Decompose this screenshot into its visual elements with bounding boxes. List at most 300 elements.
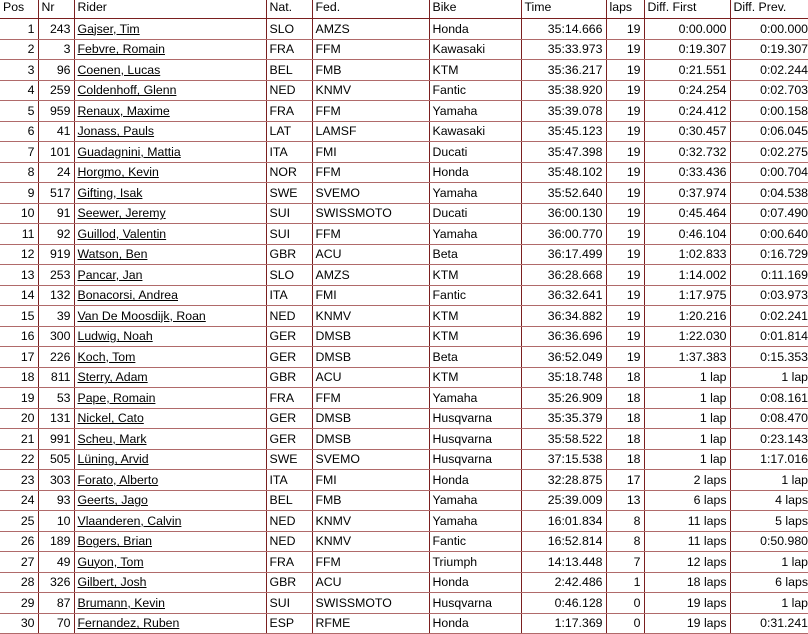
cell-time: 35:45.123 (521, 121, 606, 142)
cell-nr: 3 (38, 39, 74, 60)
cell-time: 36:28.668 (521, 265, 606, 286)
cell-laps: 19 (606, 244, 644, 265)
col-header-laps: laps (606, 0, 644, 19)
cell-nat: GER (266, 408, 312, 429)
cell-rider (74, 511, 266, 532)
cell-nr: 131 (38, 408, 74, 429)
table-row (0, 224, 808, 245)
rider-link[interactable]: Vlaanderen, Calvin (77, 513, 182, 528)
cell-diff-first: 1:17.975 (644, 285, 730, 306)
cell-time: 2:42.486 (521, 572, 606, 593)
table-row (0, 183, 808, 204)
cell-nr: 189 (38, 531, 74, 552)
col-header-time: Time (521, 0, 606, 19)
rider-link[interactable]: Renaux, Maxime (77, 103, 170, 118)
cell-pos: 8 (0, 162, 38, 183)
cell-pos: 18 (0, 367, 38, 388)
rider-link[interactable]: Gifting, Isak (77, 185, 143, 200)
cell-time: 36:00.770 (521, 224, 606, 245)
cell-rider (74, 39, 266, 60)
cell-laps: 19 (606, 121, 644, 142)
cell-bike: Husqvarna (429, 449, 521, 470)
cell-diff-first: 0:30.457 (644, 121, 730, 142)
cell-pos: 12 (0, 244, 38, 265)
cell-nr: 517 (38, 183, 74, 204)
cell-laps: 7 (606, 552, 644, 573)
cell-laps: 13 (606, 490, 644, 511)
cell-pos: 27 (0, 552, 38, 573)
cell-time: 35:38.920 (521, 80, 606, 101)
cell-pos: 9 (0, 183, 38, 204)
cell-nr: 41 (38, 121, 74, 142)
cell-diff-prev: 6 laps (730, 572, 808, 593)
cell-time: 32:28.875 (521, 470, 606, 491)
cell-diff-prev: 0:08.161 (730, 388, 808, 409)
cell-fed: DMSB (312, 429, 429, 450)
cell-bike: Ducati (429, 203, 521, 224)
table-row (0, 244, 808, 265)
rider-link[interactable]: Guadagnini, Mattia (77, 144, 181, 159)
cell-rider (74, 162, 266, 183)
cell-laps: 19 (606, 142, 644, 163)
cell-laps: 19 (606, 285, 644, 306)
col-header-pos: Pos (0, 0, 38, 19)
cell-diff-first: 12 laps (644, 552, 730, 573)
cell-diff-prev: 0:02.703 (730, 80, 808, 101)
rider-link[interactable]: Seewer, Jeremy (77, 206, 166, 221)
cell-nat: SLO (266, 265, 312, 286)
rider-link[interactable]: Guillod, Valentin (77, 226, 167, 241)
table-row (0, 265, 808, 286)
cell-time: 35:36.217 (521, 60, 606, 81)
cell-diff-prev: 0:02.241 (730, 306, 808, 327)
cell-time: 35:39.078 (521, 101, 606, 122)
cell-bike: Honda (429, 572, 521, 593)
cell-nat: NED (266, 306, 312, 327)
cell-time: 35:58.522 (521, 429, 606, 450)
rider-link[interactable]: Fernandez, Ruben (77, 616, 180, 631)
cell-rider (74, 531, 266, 552)
cell-diff-first: 0:24.412 (644, 101, 730, 122)
table-row (0, 531, 808, 552)
cell-pos: 19 (0, 388, 38, 409)
cell-time: 37:15.538 (521, 449, 606, 470)
cell-diff-first: 1 lap (644, 449, 730, 470)
cell-rider (74, 490, 266, 511)
table-row (0, 101, 808, 122)
rider-link[interactable]: Coenen, Lucas (77, 62, 161, 77)
cell-nat: GER (266, 326, 312, 347)
cell-diff-prev: 0:19.307 (730, 39, 808, 60)
cell-bike: Yamaha (429, 224, 521, 245)
cell-nat: BEL (266, 490, 312, 511)
cell-diff-first: 0:24.254 (644, 80, 730, 101)
cell-nr: 91 (38, 203, 74, 224)
cell-pos: 11 (0, 224, 38, 245)
cell-time: 35:48.102 (521, 162, 606, 183)
cell-laps: 19 (606, 60, 644, 81)
table-row (0, 285, 808, 306)
cell-time: 35:52.640 (521, 183, 606, 204)
cell-nat: GER (266, 429, 312, 450)
cell-laps: 19 (606, 224, 644, 245)
cell-diff-prev: 0:01.814 (730, 326, 808, 347)
cell-pos: 4 (0, 80, 38, 101)
cell-laps: 18 (606, 429, 644, 450)
cell-fed: SVEMO (312, 449, 429, 470)
rider-link[interactable]: Koch, Tom (77, 349, 136, 364)
cell-diff-first: 0:46.104 (644, 224, 730, 245)
col-header-diff-prev: Diff. Prev. (730, 0, 808, 19)
cell-rider (74, 449, 266, 470)
cell-laps: 19 (606, 203, 644, 224)
cell-diff-first: 0:00.000 (644, 19, 730, 40)
cell-nr: 300 (38, 326, 74, 347)
cell-pos: 14 (0, 285, 38, 306)
cell-nat: FRA (266, 39, 312, 60)
rider-link[interactable]: Jonass, Pauls (77, 124, 155, 139)
cell-diff-prev: 0:03.973 (730, 285, 808, 306)
cell-time: 35:35.379 (521, 408, 606, 429)
cell-fed: FFM (312, 388, 429, 409)
table-row (0, 347, 808, 368)
cell-bike: Yamaha (429, 490, 521, 511)
cell-pos: 6 (0, 121, 38, 142)
cell-pos: 1 (0, 19, 38, 40)
rider-link[interactable]: Scheu, Mark (77, 431, 147, 446)
rider-link[interactable]: Gajser, Tim (77, 21, 140, 36)
cell-bike: KTM (429, 367, 521, 388)
cell-nat: ITA (266, 470, 312, 491)
cell-laps: 0 (606, 613, 644, 634)
cell-fed: DMSB (312, 408, 429, 429)
cell-fed: ACU (312, 367, 429, 388)
cell-diff-first: 19 laps (644, 593, 730, 614)
cell-time: 1:17.369 (521, 613, 606, 634)
cell-nat: GBR (266, 367, 312, 388)
table-row (0, 490, 808, 511)
rider-link[interactable]: Geerts, Jago (77, 493, 148, 508)
cell-diff-prev: 5 laps (730, 511, 808, 532)
cell-pos: 23 (0, 470, 38, 491)
cell-rider (74, 183, 266, 204)
cell-bike: Honda (429, 19, 521, 40)
cell-nat: NED (266, 531, 312, 552)
cell-fed: KNMV (312, 531, 429, 552)
rider-link[interactable]: Coldenhoff, Glenn (77, 83, 177, 98)
cell-diff-first: 1:20.216 (644, 306, 730, 327)
cell-nat: GBR (266, 244, 312, 265)
cell-rider (74, 19, 266, 40)
cell-time: 36:36.696 (521, 326, 606, 347)
cell-pos: 25 (0, 511, 38, 532)
table-row (0, 19, 808, 40)
cell-bike: Yamaha (429, 388, 521, 409)
cell-nr: 505 (38, 449, 74, 470)
cell-bike: Honda (429, 613, 521, 634)
cell-laps: 18 (606, 408, 644, 429)
cell-time: 16:01.834 (521, 511, 606, 532)
cell-diff-first: 1:14.002 (644, 265, 730, 286)
cell-time: 14:13.448 (521, 552, 606, 573)
results-body (0, 19, 808, 634)
rider-link[interactable]: Brumann, Kevin (77, 595, 165, 610)
cell-nr: 811 (38, 367, 74, 388)
table-row (0, 429, 808, 450)
cell-pos: 16 (0, 326, 38, 347)
cell-diff-prev: 0:02.275 (730, 142, 808, 163)
cell-rider (74, 429, 266, 450)
cell-nr: 93 (38, 490, 74, 511)
cell-rider (74, 388, 266, 409)
cell-laps: 18 (606, 449, 644, 470)
cell-pos: 2 (0, 39, 38, 60)
cell-fed: KNMV (312, 306, 429, 327)
cell-diff-prev: 1 lap (730, 367, 808, 388)
cell-pos: 28 (0, 572, 38, 593)
cell-diff-prev: 0:00.640 (730, 224, 808, 245)
cell-diff-first: 11 laps (644, 511, 730, 532)
cell-nr: 243 (38, 19, 74, 40)
col-header-diff-first: Diff. First (644, 0, 730, 19)
rider-link[interactable]: Guyon, Tom (77, 554, 144, 569)
rider-link[interactable]: Ludwig, Noah (77, 329, 153, 344)
cell-pos: 7 (0, 142, 38, 163)
cell-bike: Fantic (429, 285, 521, 306)
rider-link[interactable]: Sterry, Adam (77, 370, 148, 385)
rider-link[interactable]: Van De Moosdijk, Roan (77, 308, 206, 323)
table-row (0, 39, 808, 60)
col-header-nat: Nat. (266, 0, 312, 19)
cell-diff-first: 11 laps (644, 531, 730, 552)
cell-time: 36:32.641 (521, 285, 606, 306)
cell-nr: 53 (38, 388, 74, 409)
cell-time: 35:47.398 (521, 142, 606, 163)
cell-laps: 18 (606, 367, 644, 388)
cell-bike: Husqvarna (429, 593, 521, 614)
cell-pos: 22 (0, 449, 38, 470)
rider-link[interactable]: Watson, Ben (77, 247, 148, 262)
cell-laps: 8 (606, 511, 644, 532)
cell-fed: SWISSMOTO (312, 593, 429, 614)
cell-time: 0:46.128 (521, 593, 606, 614)
cell-nat: ESP (266, 613, 312, 634)
cell-fed: DMSB (312, 347, 429, 368)
cell-diff-prev: 0:11.169 (730, 265, 808, 286)
cell-diff-first: 0:37.974 (644, 183, 730, 204)
cell-nr: 70 (38, 613, 74, 634)
col-header-rider: Rider (74, 0, 266, 19)
cell-laps: 0 (606, 593, 644, 614)
cell-fed: KNMV (312, 511, 429, 532)
table-row (0, 121, 808, 142)
cell-nr: 96 (38, 60, 74, 81)
rider-link[interactable]: Bonacorsi, Andrea (77, 288, 178, 303)
col-header-bike: Bike (429, 0, 521, 19)
cell-rider (74, 224, 266, 245)
table-row (0, 60, 808, 81)
cell-diff-prev: 0:31.241 (730, 613, 808, 634)
cell-pos: 20 (0, 408, 38, 429)
rider-link[interactable]: Pape, Romain (77, 390, 156, 405)
cell-fed: FFM (312, 224, 429, 245)
cell-nr: 959 (38, 101, 74, 122)
table-row (0, 203, 808, 224)
rider-link[interactable]: Horgmo, Kevin (77, 165, 159, 180)
cell-nr: 10 (38, 511, 74, 532)
cell-rider (74, 203, 266, 224)
cell-fed: FMI (312, 285, 429, 306)
cell-laps: 19 (606, 162, 644, 183)
rider-link[interactable]: Febvre, Romain (77, 42, 165, 57)
cell-nat: NED (266, 511, 312, 532)
cell-time: 35:14.666 (521, 19, 606, 40)
cell-rider (74, 285, 266, 306)
cell-rider (74, 572, 266, 593)
cell-fed: FFM (312, 101, 429, 122)
cell-nr: 132 (38, 285, 74, 306)
cell-bike: Beta (429, 347, 521, 368)
cell-nr: 326 (38, 572, 74, 593)
cell-nat: SUI (266, 593, 312, 614)
cell-rider (74, 367, 266, 388)
cell-fed: FMB (312, 60, 429, 81)
cell-diff-prev: 0:15.353 (730, 347, 808, 368)
rider-link[interactable]: Bogers, Brian (77, 534, 153, 549)
cell-nat: BEL (266, 60, 312, 81)
cell-laps: 19 (606, 265, 644, 286)
cell-time: 25:39.009 (521, 490, 606, 511)
cell-diff-first: 0:19.307 (644, 39, 730, 60)
cell-bike: Husqvarna (429, 429, 521, 450)
cell-pos: 29 (0, 593, 38, 614)
cell-fed: SVEMO (312, 183, 429, 204)
rider-link[interactable]: Nickel, Cato (77, 411, 144, 426)
cell-rider (74, 347, 266, 368)
cell-bike: Beta (429, 244, 521, 265)
cell-nat: FRA (266, 552, 312, 573)
cell-pos: 15 (0, 306, 38, 327)
cell-bike: Honda (429, 162, 521, 183)
cell-rider (74, 470, 266, 491)
cell-rider (74, 552, 266, 573)
cell-bike: KTM (429, 265, 521, 286)
cell-nat: ITA (266, 142, 312, 163)
cell-laps: 19 (606, 306, 644, 327)
cell-fed: FFM (312, 552, 429, 573)
cell-diff-prev: 0:23.143 (730, 429, 808, 450)
cell-diff-first: 1 lap (644, 367, 730, 388)
cell-bike: KTM (429, 306, 521, 327)
cell-rider (74, 326, 266, 347)
table-row (0, 80, 808, 101)
cell-laps: 19 (606, 80, 644, 101)
cell-pos: 5 (0, 101, 38, 122)
cell-pos: 13 (0, 265, 38, 286)
rider-link[interactable]: Pancar, Jan (77, 267, 143, 282)
cell-laps: 17 (606, 470, 644, 491)
cell-nat: NED (266, 80, 312, 101)
cell-diff-first: 1 lap (644, 408, 730, 429)
cell-bike: KTM (429, 60, 521, 81)
col-header-fed: Fed. (312, 0, 429, 19)
cell-fed: SWISSMOTO (312, 203, 429, 224)
cell-rider (74, 244, 266, 265)
cell-nat: GBR (266, 572, 312, 593)
cell-bike: Triumph (429, 552, 521, 573)
cell-laps: 18 (606, 388, 644, 409)
cell-rider (74, 306, 266, 327)
cell-diff-prev: 0:02.244 (730, 60, 808, 81)
cell-fed: FFM (312, 162, 429, 183)
cell-rider (74, 408, 266, 429)
cell-diff-prev: 0:00.158 (730, 101, 808, 122)
rider-link[interactable]: Lüning, Arvid (77, 452, 149, 467)
table-row (0, 449, 808, 470)
cell-fed: FMI (312, 470, 429, 491)
cell-diff-first: 1:37.383 (644, 347, 730, 368)
cell-diff-first: 0:32.732 (644, 142, 730, 163)
cell-diff-first: 1 lap (644, 388, 730, 409)
cell-nr: 24 (38, 162, 74, 183)
cell-laps: 19 (606, 183, 644, 204)
cell-rider (74, 101, 266, 122)
cell-diff-first: 18 laps (644, 572, 730, 593)
cell-nr: 991 (38, 429, 74, 450)
cell-bike: Ducati (429, 142, 521, 163)
cell-diff-prev: 4 laps (730, 490, 808, 511)
cell-fed: KNMV (312, 80, 429, 101)
table-row (0, 470, 808, 491)
table-row (0, 613, 808, 634)
cell-fed: AMZS (312, 265, 429, 286)
cell-diff-first: 19 laps (644, 613, 730, 634)
table-row (0, 306, 808, 327)
cell-bike: Husqvarna (429, 408, 521, 429)
cell-diff-first: 1:02.833 (644, 244, 730, 265)
cell-rider (74, 593, 266, 614)
cell-time: 35:18.748 (521, 367, 606, 388)
cell-bike: KTM (429, 326, 521, 347)
cell-laps: 19 (606, 101, 644, 122)
cell-diff-first: 6 laps (644, 490, 730, 511)
rider-link[interactable]: Gilbert, Josh (77, 575, 147, 590)
cell-bike: Yamaha (429, 183, 521, 204)
cell-fed: ACU (312, 572, 429, 593)
cell-pos: 3 (0, 60, 38, 81)
cell-fed: FMB (312, 490, 429, 511)
cell-nat: SLO (266, 19, 312, 40)
cell-pos: 10 (0, 203, 38, 224)
cell-bike: Kawasaki (429, 121, 521, 142)
cell-diff-prev: 0:04.538 (730, 183, 808, 204)
rider-link[interactable]: Forato, Alberto (77, 472, 159, 487)
cell-diff-prev: 0:50.980 (730, 531, 808, 552)
cell-diff-prev: 0:00.704 (730, 162, 808, 183)
cell-rider (74, 613, 266, 634)
cell-time: 36:52.049 (521, 347, 606, 368)
cell-rider (74, 121, 266, 142)
cell-time: 36:00.130 (521, 203, 606, 224)
cell-diff-prev: 1:17.016 (730, 449, 808, 470)
table-row (0, 162, 808, 183)
cell-laps: 1 (606, 572, 644, 593)
cell-pos: 30 (0, 613, 38, 634)
table-row (0, 388, 808, 409)
cell-bike: Fantic (429, 531, 521, 552)
cell-nr: 259 (38, 80, 74, 101)
cell-nr: 919 (38, 244, 74, 265)
